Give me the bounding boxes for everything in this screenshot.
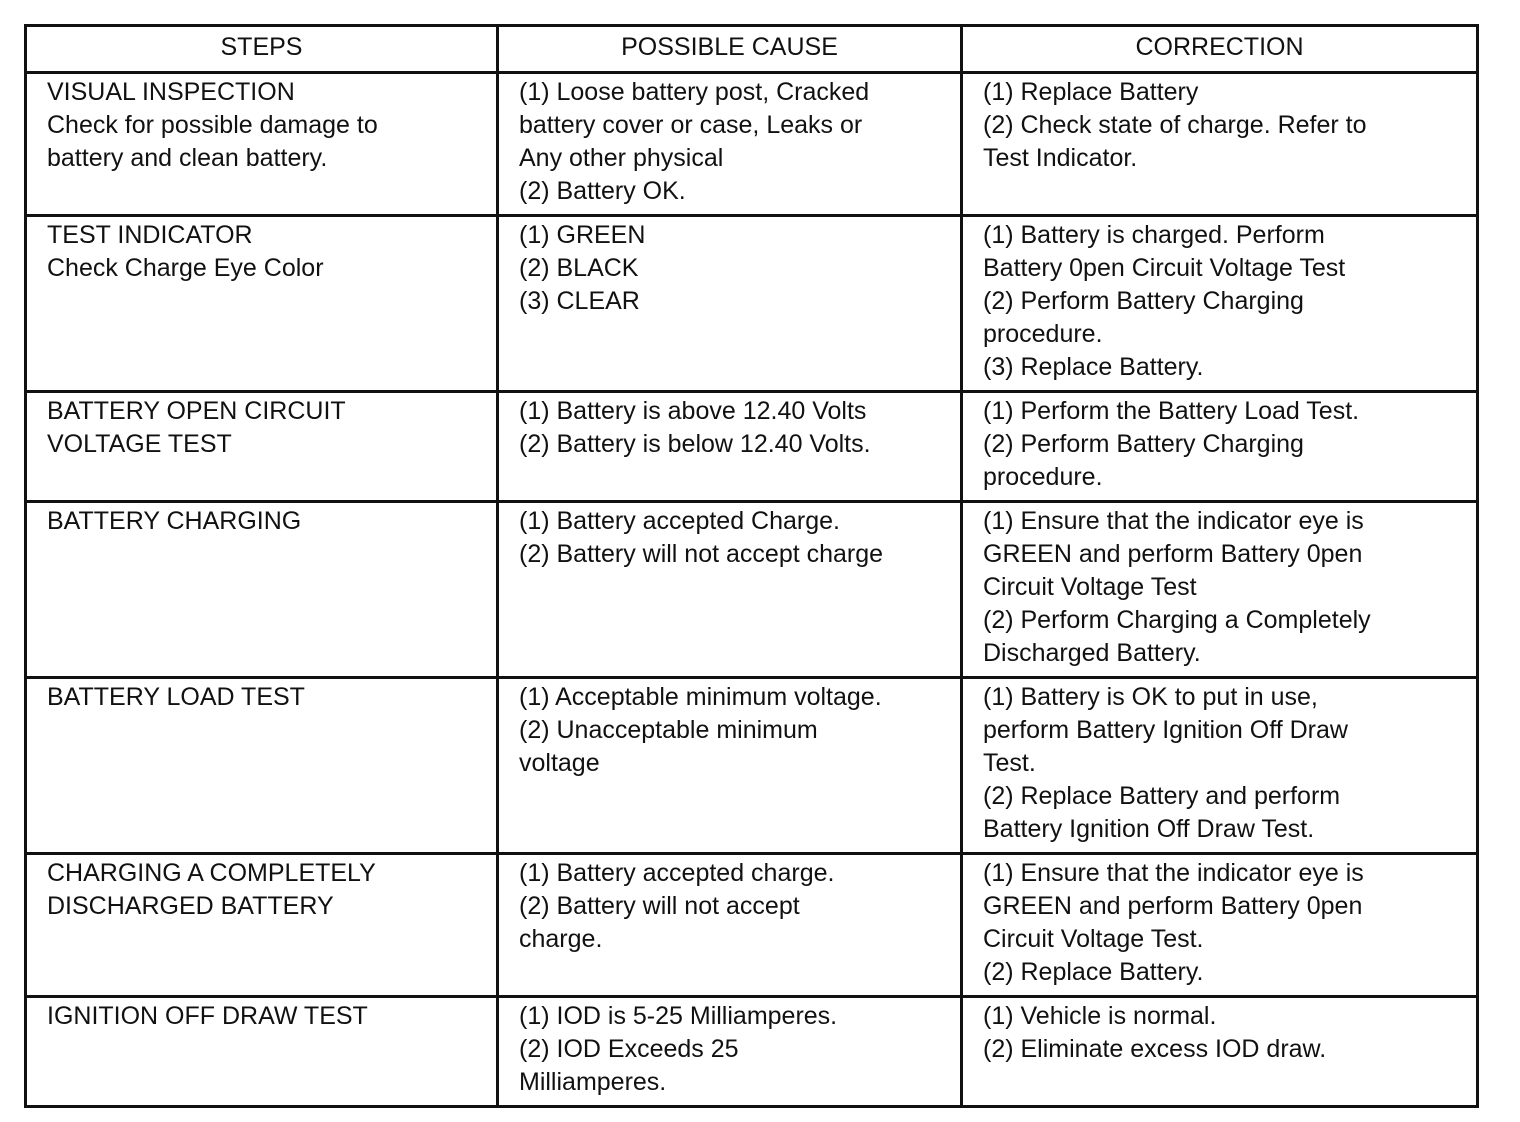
correction-cell-line: Circuit Voltage Test. [983, 925, 1204, 953]
possible-cause-cell-line: (3) CLEAR [519, 287, 640, 315]
possible-cause-cell [498, 392, 962, 502]
correction-cell-line: (2) Eliminate excess IOD draw. [983, 1035, 1327, 1063]
correction-cell-line: (2) Replace Battery and perform [983, 782, 1341, 810]
correction-cell-line: (1) Battery is charged. Perform [983, 221, 1325, 249]
correction-cell-line: perform Battery Ignition Off Draw [983, 716, 1348, 744]
steps-cell-line: TEST INDICATOR [47, 221, 253, 249]
correction-cell [962, 678, 1478, 854]
header-possible-cause: POSSIBLE CAUSE [498, 26, 962, 73]
possible-cause-cell-line: (2) Unacceptable minimum [519, 716, 818, 744]
table-row [26, 678, 1478, 854]
correction-cell-line: (2) Perform Charging a Completely [983, 606, 1371, 634]
correction-cell-line: (1) Vehicle is normal. [983, 1002, 1217, 1030]
header-steps: STEPS [26, 26, 498, 73]
correction-cell [962, 73, 1478, 216]
steps-cell [26, 216, 498, 392]
possible-cause-cell-line: (2) Battery will not accept [519, 892, 800, 920]
correction-cell-line: procedure. [983, 463, 1103, 491]
steps-cell-line: Check for possible damage to [47, 111, 378, 139]
possible-cause-cell-line: (2) Battery is below 12.40 Volts. [519, 430, 871, 458]
steps-cell-line: BATTERY CHARGING [47, 507, 302, 535]
possible-cause-cell-line: voltage [519, 749, 600, 777]
possible-cause-cell [498, 73, 962, 216]
possible-cause-cell-line: (2) IOD Exceeds 25 [519, 1035, 739, 1063]
correction-cell-line: (2) Check state of charge. Refer to [983, 111, 1367, 139]
possible-cause-cell-line: (1) Battery accepted Charge. [519, 507, 840, 535]
table-body [26, 73, 1478, 1107]
possible-cause-cell-line: (1) Acceptable minimum voltage. [519, 683, 882, 711]
steps-cell-line: CHARGING A COMPLETELY [47, 859, 376, 887]
correction-cell [962, 216, 1478, 392]
correction-cell-line: (1) Perform the Battery Load Test. [983, 397, 1360, 425]
correction-cell-line: Circuit Voltage Test [983, 573, 1197, 601]
possible-cause-cell [498, 216, 962, 392]
possible-cause-cell-line: (1) Loose battery post, Cracked [519, 78, 870, 106]
correction-cell-line: (1) Battery is OK to put in use, [983, 683, 1318, 711]
correction-cell [962, 854, 1478, 997]
table-row [26, 73, 1478, 216]
correction-cell-line: Test. [983, 749, 1036, 777]
possible-cause-cell [498, 997, 962, 1107]
table-row [26, 392, 1478, 502]
steps-cell [26, 997, 498, 1107]
possible-cause-cell-line: (2) Battery OK. [519, 177, 686, 205]
steps-cell-line: IGNITION OFF DRAW TEST [47, 1002, 368, 1030]
possible-cause-cell-line: (2) BLACK [519, 254, 639, 282]
correction-cell-line: Test Indicator. [983, 144, 1138, 172]
table-row [26, 997, 1478, 1107]
correction-cell [962, 392, 1478, 502]
correction-cell-line: (3) Replace Battery. [983, 353, 1204, 381]
steps-cell [26, 854, 498, 997]
steps-cell-line: Check Charge Eye Color [47, 254, 324, 282]
correction-cell-line: (2) Perform Battery Charging [983, 287, 1304, 315]
battery-diagnosis-table [24, 24, 1479, 1108]
table-header [26, 26, 1478, 73]
possible-cause-cell [498, 854, 962, 997]
possible-cause-cell-line: charge. [519, 925, 603, 953]
possible-cause-cell-line: (2) Battery will not accept charge [519, 540, 884, 568]
steps-cell-line: VOLTAGE TEST [47, 430, 232, 458]
correction-cell-line: (1) Replace Battery [983, 78, 1199, 106]
steps-cell-line: VISUAL INSPECTION [47, 78, 295, 106]
possible-cause-cell-line: Any other physical [519, 144, 724, 172]
steps-cell-line: DISCHARGED BATTERY [47, 892, 334, 920]
possible-cause-cell [498, 678, 962, 854]
steps-cell-line: BATTERY LOAD TEST [47, 683, 305, 711]
steps-cell [26, 678, 498, 854]
correction-cell-line: GREEN and perform Battery 0pen [983, 892, 1363, 920]
possible-cause-cell-line: (1) GREEN [519, 221, 646, 249]
possible-cause-cell [498, 502, 962, 678]
table-row [26, 502, 1478, 678]
correction-cell [962, 997, 1478, 1107]
correction-cell-line: (1) Ensure that the indicator eye is [983, 507, 1364, 535]
header-correction: CORRECTION [962, 26, 1478, 73]
correction-cell-line: Discharged Battery. [983, 639, 1201, 667]
table-row [26, 216, 1478, 392]
steps-cell-line: battery and clean battery. [47, 144, 328, 172]
possible-cause-cell-line: battery cover or case, Leaks or [519, 111, 863, 139]
possible-cause-cell-line: (1) Battery is above 12.40 Volts [519, 397, 867, 425]
steps-cell [26, 502, 498, 678]
table-row [26, 854, 1478, 997]
correction-cell-line: (2) Replace Battery. [983, 958, 1204, 986]
correction-cell-line: GREEN and perform Battery 0pen [983, 540, 1363, 568]
possible-cause-cell-line: (1) Battery accepted charge. [519, 859, 835, 887]
correction-cell-line: (2) Perform Battery Charging [983, 430, 1304, 458]
correction-cell [962, 502, 1478, 678]
possible-cause-cell-line: (1) IOD is 5-25 Milliamperes. [519, 1002, 838, 1030]
steps-cell-line: BATTERY OPEN CIRCUIT [47, 397, 346, 425]
correction-cell-line: Battery 0pen Circuit Voltage Test [983, 254, 1346, 282]
possible-cause-cell-line: Milliamperes. [519, 1068, 667, 1096]
header-row [26, 26, 1478, 73]
correction-cell-line: procedure. [983, 320, 1103, 348]
steps-cell [26, 392, 498, 502]
correction-cell-line: Battery Ignition Off Draw Test. [983, 815, 1315, 843]
correction-cell-line: (1) Ensure that the indicator eye is [983, 859, 1364, 887]
steps-cell [26, 73, 498, 216]
